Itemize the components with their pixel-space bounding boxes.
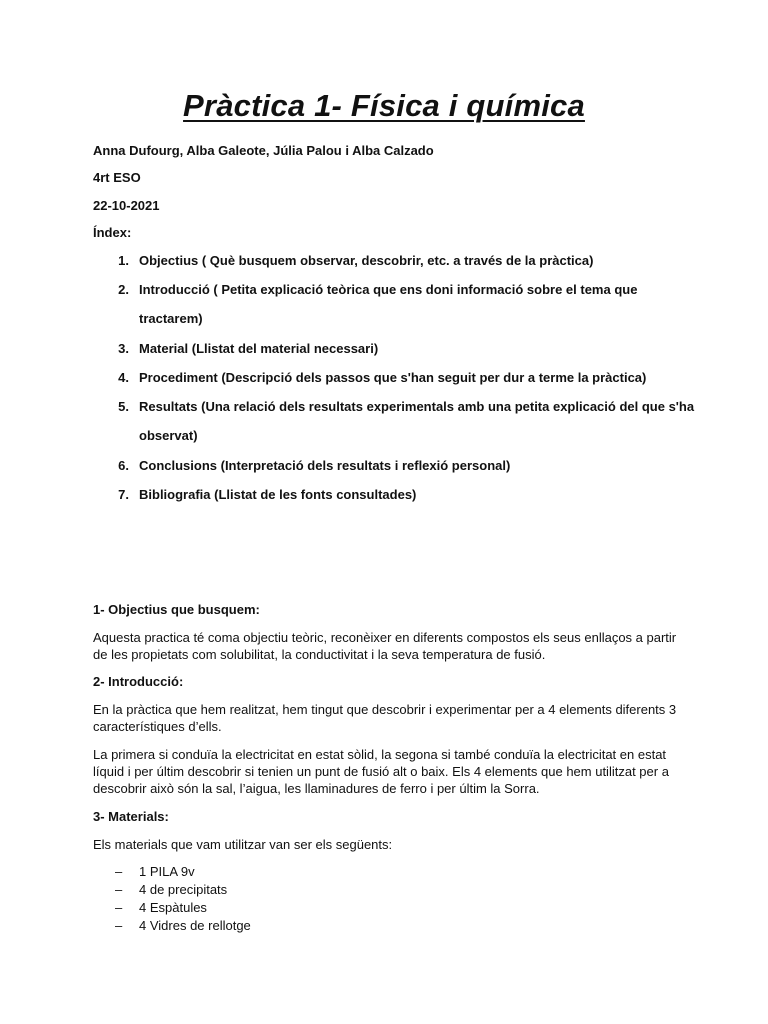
index-number: 2. [118, 282, 129, 297]
list-item: 4 de precipitats [139, 882, 228, 897]
list-dash: – [115, 918, 123, 933]
list-item: 4 Espàtules [139, 900, 207, 915]
index-number: 3. [118, 341, 129, 356]
list-dash: – [115, 900, 123, 915]
introduction-paragraph-2: La primera si conduïa la electricitat en estat sòlid, la segona si també conduïa la electricitat en estat líquid i per últim descobrir si tenien un punt de fusió alt o baix. Els 4 elements que hem utilitzat per a descobrir això són la sal, l’aigua, les llaminadures de ferro i per últim la Sorra. [93, 747, 669, 796]
index-item: Introducció ( Petita explicació teòrica que ens doni informació sobre el tema que [139, 282, 638, 297]
list-item: 1 PILA 9v [139, 864, 195, 879]
index-item: Resultats (Una relació dels resultats experimentals amb una petita explicació del que s'ha [139, 399, 695, 414]
introduction-paragraph-1: En la pràctica que hem realitzat, hem tingut que descobrir i experimentar per a 4 elements diferents 3 característiques d’ells. [93, 702, 677, 734]
section-heading-introduction: 2- Introducció: [93, 674, 184, 689]
objectives-paragraph: Aquesta practica té coma objectiu teòric, reconèixer en diferents compostos els seus enllaços a partir de les propietats com solubilitat, la conductivitat i la seva temperatura de fusió. [93, 630, 677, 662]
index-item: Bibliografia (Llistat de les fonts consultades) [139, 487, 417, 502]
section-heading-objectives: 1- Objectius que busquem: [93, 602, 260, 617]
index-label: Índex: [93, 225, 132, 240]
course-line: 4rt ESO [93, 170, 141, 185]
list-dash: – [115, 864, 123, 879]
authors-line: Anna Dufourg, Alba Galeote, Júlia Palou i Alba Calzado [93, 143, 434, 158]
list-dash: – [115, 882, 123, 897]
document-title: Pràctica 1- Física i química [183, 88, 585, 123]
index-item: Objectius ( Què busquem observar, descobrir, etc. a través de la pràctica) [139, 253, 594, 268]
index-item-continuation: observat) [139, 428, 198, 443]
index-number: 7. [118, 487, 129, 502]
index-item: Procediment (Descripció dels passos que s'han seguit per dur a terme la pràctica) [139, 370, 647, 385]
materials-intro: Els materials que vam utilitzar van ser els següents: [93, 837, 393, 852]
section-heading-materials: 3- Materials: [93, 809, 169, 824]
index-number: 1. [118, 253, 129, 268]
date-line: 22-10-2021 [93, 198, 160, 213]
index-item: Conclusions (Interpretació dels resultats i reflexió personal) [139, 458, 511, 473]
list-item: 4 Vidres de rellotge [139, 918, 251, 933]
index-number: 6. [118, 458, 129, 473]
index-number: 5. [118, 399, 129, 414]
index-number: 4. [118, 370, 129, 385]
index-item-continuation: tractarem) [139, 311, 203, 326]
index-item: Material (Llistat del material necessari) [139, 341, 379, 356]
